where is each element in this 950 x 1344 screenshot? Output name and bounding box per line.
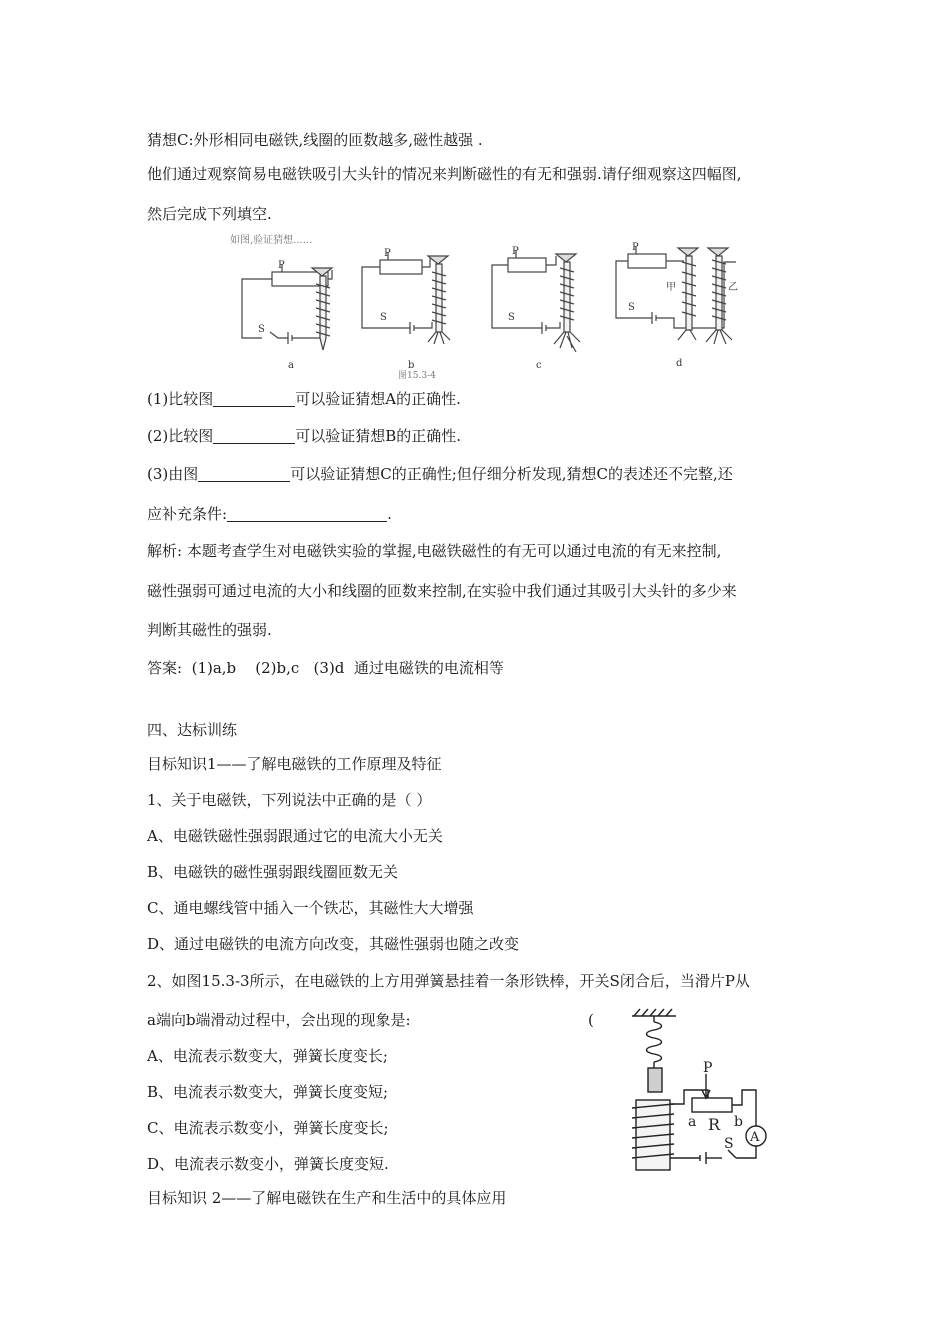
- panel-d-jia: 甲: [666, 282, 676, 293]
- panel-a-circuit: [242, 264, 332, 350]
- problem-2-option-d: D、电流表示数变小，弹簧长度变短.: [147, 1155, 389, 1173]
- panel-d-p: P: [632, 242, 639, 253]
- fig2-label-s: S: [724, 1136, 734, 1152]
- problem-1-option-c: C、通电螺线管中插入一个铁芯，其磁性大大增强: [147, 899, 474, 917]
- question-3-suffix: 可以验证猜想C的正确性;但仔细分析发现,猜想C的表述还不完整,还: [290, 465, 733, 483]
- figure-header: 如图,验证猜想......: [230, 235, 313, 246]
- panel-a-p: P: [278, 260, 285, 271]
- problem-1-option-b: B、电磁铁的磁性强弱跟线圈匝数无关: [147, 863, 399, 881]
- question-3: [147, 464, 733, 484]
- panel-d-circuit: [616, 246, 736, 344]
- question-1-prefix: (1)比较图: [147, 390, 214, 408]
- answer-line: 答案: (1)a,b (2)b,c (3)d 通过电磁铁的电流相等: [147, 659, 504, 677]
- analysis-line-2: 磁性强弱可通过电流的大小和线圈的匝数来控制,在实验中我们通过其吸引大头针的多少来: [147, 582, 737, 600]
- problem-2-option-c: C、电流表示数变小，弹簧长度变长;: [147, 1119, 389, 1137]
- panel-c-s: S: [508, 312, 515, 323]
- answer-blank-3[interactable]: [198, 465, 290, 482]
- figure-footer: 图15.3-4: [398, 371, 436, 380]
- fig2-label-b: b: [734, 1114, 743, 1130]
- fig2-label-r: R: [708, 1115, 721, 1134]
- spring-electromagnet-figure: [622, 1008, 782, 1174]
- question-3b-prefix: 应补充条件:: [147, 505, 228, 523]
- analysis-line-3: 判断其磁性的强弱.: [147, 621, 272, 639]
- answer-blank-4[interactable]: [227, 505, 387, 522]
- question-2: [147, 426, 461, 446]
- panel-a-s: S: [258, 324, 265, 335]
- observe-line-1: 他们通过观察简易电磁铁吸引大头针的情况来判断磁性的有无和强弱.请仔细观察这四幅图,: [147, 165, 742, 183]
- fig2-label-p: P: [703, 1060, 713, 1076]
- panel-c-p: P: [512, 246, 519, 257]
- problem-2-stem: 2、如图15.3-3所示，在电磁铁的上方用弹簧悬挂着一条形铁棒，开关S闭合后，当滑片P从: [147, 972, 750, 990]
- question-1-suffix: 可以验证猜想A的正确性.: [295, 390, 461, 408]
- problem-1-option-a: A、电磁铁磁性强弱跟通过它的电流大小无关: [147, 827, 443, 845]
- question-2-suffix: 可以验证猜想B的正确性.: [295, 427, 462, 445]
- panel-b-p: P: [384, 248, 391, 259]
- section-heading: 四、达标训练: [147, 721, 238, 739]
- panel-d-yi: 乙: [728, 282, 738, 293]
- question-1: [147, 389, 461, 409]
- panel-d-label: d: [676, 358, 683, 369]
- answer-blank-1[interactable]: [213, 390, 295, 407]
- problem-2-paren: (: [588, 1011, 594, 1029]
- question-2-prefix: (2)比较图: [147, 427, 214, 445]
- problem-2-option-a: A、电流表示数变大，弹簧长度变长;: [147, 1047, 388, 1065]
- guess-c-line: 猜想C:外形相同电磁铁,线圈的匝数越多,磁性越强 .: [147, 131, 483, 149]
- answer-blank-2[interactable]: [213, 427, 295, 444]
- question-3-prefix: (3)由图: [147, 465, 199, 483]
- panel-c-label: c: [536, 360, 542, 371]
- ammeter-icon: A: [750, 1130, 760, 1145]
- panel-b-s: S: [380, 312, 387, 323]
- panel-b-label: b: [408, 360, 415, 371]
- goal-1: 目标知识1——了解电磁铁的工作原理及特征: [147, 755, 442, 773]
- electromagnet-figure: [230, 232, 750, 380]
- problem-2-stem-continued: a端向b端滑动过程中，会出现的现象是:: [147, 1011, 411, 1029]
- panel-c-circuit: [492, 250, 580, 352]
- fig2-label-a: a: [688, 1114, 697, 1130]
- question-3-continued: [147, 504, 392, 524]
- observe-line-2: 然后完成下列填空.: [147, 205, 272, 223]
- problem-1-stem: 1、关于电磁铁，下列说法中正确的是（ ）: [147, 791, 432, 809]
- analysis-line-1: 解析: 本题考查学生对电磁铁实验的掌握,电磁铁磁性的有无可以通过电流的有无来控制,: [147, 542, 722, 560]
- problem-2-option-b: B、电流表示数变大，弹簧长度变短;: [147, 1083, 389, 1101]
- problem-1-option-d: D、通过电磁铁的电流方向改变，其磁性强弱也随之改变: [147, 935, 520, 953]
- panel-d-s: S: [628, 302, 635, 313]
- panel-a-label: a: [288, 360, 294, 371]
- goal-2: 目标知识 2——了解电磁铁在生产和生活中的具体应用: [147, 1189, 507, 1207]
- panel-b-circuit: [362, 252, 450, 344]
- question-3b-suffix: .: [387, 505, 392, 523]
